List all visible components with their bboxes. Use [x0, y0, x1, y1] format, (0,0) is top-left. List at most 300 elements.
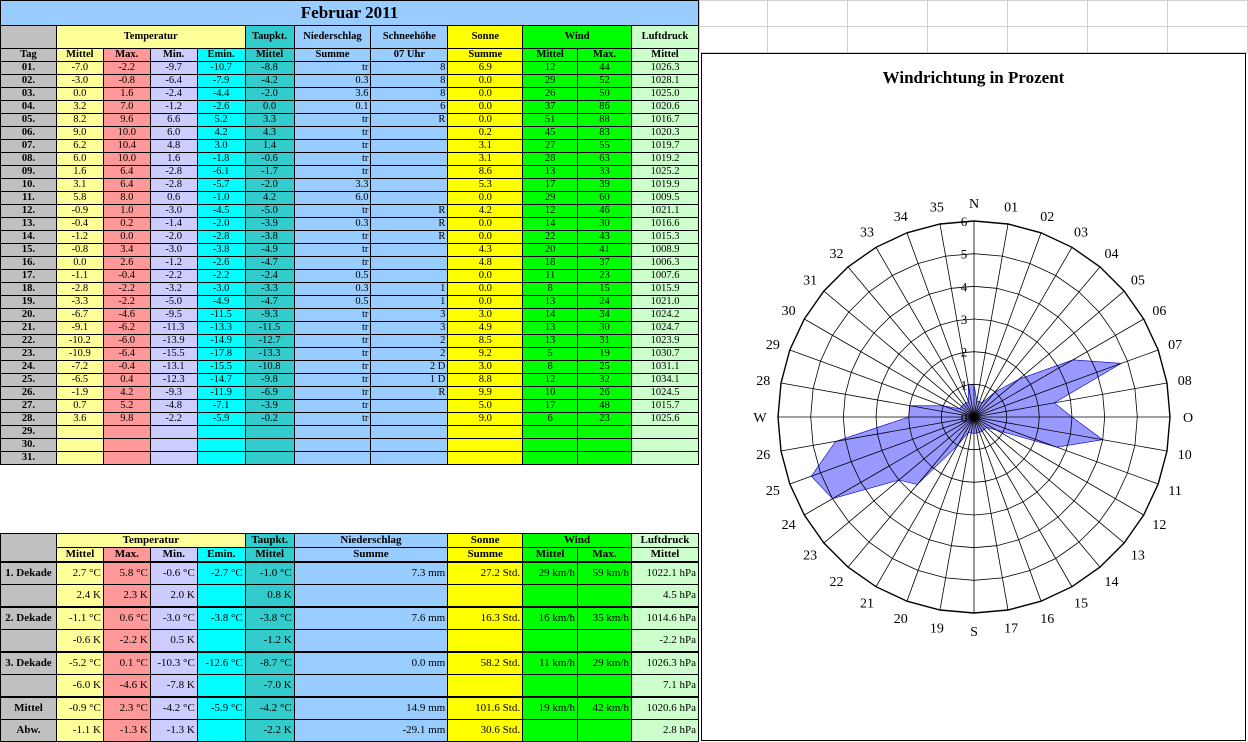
summary-cell[interactable]	[197, 585, 245, 608]
header-niederschlag[interactable]: Niederschlag	[294, 26, 371, 49]
summary-header-temperatur[interactable]: Temperatur	[56, 534, 245, 548]
table-cell[interactable]	[578, 452, 632, 465]
table-cell[interactable]: 1 D	[371, 374, 448, 387]
table-cell[interactable]	[245, 452, 294, 465]
table-cell[interactable]: 1019.2	[632, 153, 699, 166]
table-cell[interactable]: 6.4	[103, 166, 150, 179]
table-cell[interactable]: -2.4	[150, 88, 197, 101]
grid-cell[interactable]	[767, 0, 848, 27]
table-cell[interactable]: 4.8	[448, 257, 523, 270]
table-cell[interactable]: 0.4	[103, 374, 150, 387]
table-cell[interactable]: -7.1	[197, 400, 245, 413]
summary-sub-summe[interactable]: Summe	[294, 548, 448, 563]
table-cell[interactable]: R	[371, 205, 448, 218]
summary-header-niederschlag[interactable]: Niederschlag	[294, 534, 448, 548]
summary-sub-mittel[interactable]: Mittel	[56, 548, 103, 563]
table-cell[interactable]: -2.8	[150, 179, 197, 192]
day-label[interactable]: 08.	[1, 153, 57, 166]
table-cell[interactable]: R	[371, 387, 448, 400]
table-cell[interactable]: -13.9	[150, 335, 197, 348]
summary-cell[interactable]: -3.0 °C	[150, 607, 197, 630]
table-cell[interactable]	[371, 452, 448, 465]
table-cell[interactable]: -2.0	[197, 218, 245, 231]
table-cell[interactable]: -6.2	[103, 322, 150, 335]
table-cell[interactable]: -3.3	[245, 283, 294, 296]
table-cell[interactable]: 32	[578, 374, 632, 387]
table-cell[interactable]: -2.2	[197, 270, 245, 283]
day-label[interactable]: 25.	[1, 374, 57, 387]
table-cell[interactable]	[632, 452, 699, 465]
table-cell[interactable]: 0.0	[448, 88, 523, 101]
summary-cell[interactable]	[448, 675, 523, 698]
summary-cell[interactable]: 2.3 °C	[103, 697, 150, 720]
summary-label[interactable]	[1, 630, 57, 653]
table-cell[interactable]: 29	[523, 75, 578, 88]
subheader-summe[interactable]: Summe	[294, 49, 371, 62]
table-cell[interactable]: -3.9	[245, 218, 294, 231]
table-cell[interactable]: -3.0	[56, 75, 103, 88]
table-cell[interactable]: 9.6	[103, 114, 150, 127]
table-cell[interactable]: 3	[371, 309, 448, 322]
table-cell[interactable]	[150, 426, 197, 439]
table-cell[interactable]: 5.3	[448, 179, 523, 192]
day-label[interactable]: 16.	[1, 257, 57, 270]
table-cell[interactable]: 5.2	[197, 114, 245, 127]
summary-cell[interactable]: 58.2 Std.	[448, 652, 523, 675]
table-cell[interactable]: 1.6	[150, 153, 197, 166]
table-cell[interactable]: 26	[578, 387, 632, 400]
table-cell[interactable]: 14	[523, 218, 578, 231]
table-cell[interactable]: 20	[523, 244, 578, 257]
table-cell[interactable]: -4.6	[103, 309, 150, 322]
table-cell[interactable]: -3.8	[245, 231, 294, 244]
table-cell[interactable]: -13.3	[245, 348, 294, 361]
table-cell[interactable]: -4.8	[150, 400, 197, 413]
table-cell[interactable]: 26	[523, 88, 578, 101]
table-cell[interactable]	[578, 426, 632, 439]
table-cell[interactable]: -7.2	[56, 361, 103, 374]
summary-cell[interactable]: 59 km/h	[578, 562, 632, 585]
table-cell[interactable]: 33	[578, 166, 632, 179]
table-cell[interactable]: 10.0	[103, 153, 150, 166]
day-label[interactable]: 03.	[1, 88, 57, 101]
summary-cell[interactable]: 7.3 mm	[294, 562, 448, 585]
summary-cell[interactable]	[523, 675, 578, 698]
table-cell[interactable]: 1021.0	[632, 296, 699, 309]
header-sonne[interactable]: Sonne	[448, 26, 523, 49]
summary-label[interactable]: Abw.	[1, 720, 57, 742]
summary-cell[interactable]: -7.0 K	[245, 675, 294, 698]
table-cell[interactable]: -2.2	[103, 296, 150, 309]
table-cell[interactable]: 8.5	[448, 335, 523, 348]
summary-cell[interactable]	[294, 675, 448, 698]
table-cell[interactable]: 13	[523, 166, 578, 179]
table-cell[interactable]: 0.5	[294, 270, 371, 283]
table-cell[interactable]: 1024.2	[632, 309, 699, 322]
table-cell[interactable]: 1016.7	[632, 114, 699, 127]
table-cell[interactable]	[150, 439, 197, 452]
table-cell[interactable]: 0.0	[448, 101, 523, 114]
table-cell[interactable]: -4.5	[197, 205, 245, 218]
summary-cell[interactable]	[197, 630, 245, 653]
summary-cell[interactable]	[448, 630, 523, 653]
grid-cell[interactable]	[1167, 0, 1248, 27]
summary-cell[interactable]: -3.8 °C	[245, 607, 294, 630]
table-cell[interactable]: -3.0	[150, 205, 197, 218]
table-title[interactable]: Februar 2011	[1, 1, 699, 26]
table-cell[interactable]: 0.0	[448, 75, 523, 88]
day-label[interactable]: 05.	[1, 114, 57, 127]
table-cell[interactable]: 13	[523, 296, 578, 309]
table-cell[interactable]: 0.0	[448, 270, 523, 283]
table-cell[interactable]: 8	[371, 62, 448, 75]
table-cell[interactable]: -0.9	[56, 205, 103, 218]
table-cell[interactable]: tr	[294, 257, 371, 270]
summary-cell[interactable]	[294, 585, 448, 608]
table-cell[interactable]: -2.0	[245, 179, 294, 192]
table-cell[interactable]: 3.3	[294, 179, 371, 192]
table-cell[interactable]: tr	[294, 348, 371, 361]
table-cell[interactable]: -4.2	[245, 75, 294, 88]
table-cell[interactable]: -4.7	[245, 296, 294, 309]
table-cell[interactable]: -5.0	[150, 296, 197, 309]
table-cell[interactable]	[371, 244, 448, 257]
table-cell[interactable]: tr	[294, 374, 371, 387]
table-cell[interactable]	[632, 439, 699, 452]
table-cell[interactable]: -1.2	[56, 231, 103, 244]
table-cell[interactable]: 3.6	[294, 88, 371, 101]
summary-header-blank[interactable]	[1, 534, 57, 563]
table-cell[interactable]: 1.4	[245, 140, 294, 153]
table-cell[interactable]: 0.3	[294, 218, 371, 231]
table-cell[interactable]: 1021.1	[632, 205, 699, 218]
table-cell[interactable]: 1.6	[103, 88, 150, 101]
table-cell[interactable]: 17	[523, 400, 578, 413]
table-cell[interactable]	[371, 153, 448, 166]
day-label[interactable]: 17.	[1, 270, 57, 283]
table-cell[interactable]	[371, 426, 448, 439]
grid-cell[interactable]	[927, 0, 1008, 27]
table-cell[interactable]: 1019.7	[632, 140, 699, 153]
table-cell[interactable]: 3.0	[448, 309, 523, 322]
table-cell[interactable]: 1020.3	[632, 127, 699, 140]
table-cell[interactable]: 10.0	[103, 127, 150, 140]
table-cell[interactable]: 18	[523, 257, 578, 270]
summary-cell[interactable]: -8.7 °C	[245, 652, 294, 675]
table-cell[interactable]: -10.2	[56, 335, 103, 348]
table-cell[interactable]: 9.0	[56, 127, 103, 140]
table-cell[interactable]: 12	[523, 374, 578, 387]
summary-cell[interactable]: 29 km/h	[578, 652, 632, 675]
header-temperatur[interactable]: Temperatur	[56, 26, 245, 49]
summary-cell[interactable]	[523, 630, 578, 653]
table-cell[interactable]: -7.0	[56, 62, 103, 75]
table-cell[interactable]: tr	[294, 205, 371, 218]
table-cell[interactable]: 1.6	[56, 166, 103, 179]
table-cell[interactable]	[523, 452, 578, 465]
day-label[interactable]: 02.	[1, 75, 57, 88]
table-cell[interactable]: 3	[371, 322, 448, 335]
table-cell[interactable]: 44	[578, 62, 632, 75]
table-cell[interactable]: -3.0	[150, 244, 197, 257]
table-cell[interactable]: 0.7	[56, 400, 103, 413]
day-label[interactable]: 10.	[1, 179, 57, 192]
header-schneehoehe[interactable]: Schneehöhe	[371, 26, 448, 49]
summary-cell[interactable]: 4.5 hPa	[631, 585, 698, 608]
summary-sub-wind-mittel[interactable]: Mittel	[523, 548, 578, 563]
grid-cell[interactable]	[699, 0, 768, 27]
table-cell[interactable]: 46	[578, 205, 632, 218]
table-cell[interactable]	[371, 166, 448, 179]
summary-cell[interactable]	[197, 675, 245, 698]
table-cell[interactable]	[197, 452, 245, 465]
table-cell[interactable]	[523, 439, 578, 452]
header-blank[interactable]	[1, 26, 57, 49]
table-cell[interactable]: 6.9	[448, 62, 523, 75]
summary-cell[interactable]: -3.8 °C	[197, 607, 245, 630]
table-cell[interactable]: -2.4	[245, 270, 294, 283]
summary-sub-sonne-summe[interactable]: Summe	[448, 548, 523, 563]
table-cell[interactable]	[56, 426, 103, 439]
table-cell[interactable]: 39	[578, 179, 632, 192]
table-cell[interactable]: 1009.5	[632, 192, 699, 205]
day-label[interactable]: 09.	[1, 166, 57, 179]
table-cell[interactable]: 8.0	[103, 192, 150, 205]
summary-cell[interactable]: -5.9 °C	[197, 697, 245, 720]
table-cell[interactable]: 0.0	[56, 257, 103, 270]
subheader-luft_mittel[interactable]: Mittel	[632, 49, 699, 62]
table-cell[interactable]: -13.3	[197, 322, 245, 335]
table-cell[interactable]	[371, 400, 448, 413]
summary-cell[interactable]: 14.9 mm	[294, 697, 448, 720]
table-cell[interactable]: -1.7	[245, 166, 294, 179]
summary-cell[interactable]: 1014.6 hPa	[631, 607, 698, 630]
table-cell[interactable]: 25	[578, 361, 632, 374]
table-cell[interactable]: 1	[371, 283, 448, 296]
summary-cell[interactable]	[294, 630, 448, 653]
table-cell[interactable]: 52	[578, 75, 632, 88]
table-cell[interactable]: -8.8	[245, 62, 294, 75]
table-cell[interactable]: tr	[294, 335, 371, 348]
table-cell[interactable]: -6.7	[56, 309, 103, 322]
table-cell[interactable]: 9.9	[448, 387, 523, 400]
table-cell[interactable]: tr	[294, 231, 371, 244]
table-cell[interactable]: 2	[371, 335, 448, 348]
summary-cell[interactable]: 0.8 K	[245, 585, 294, 608]
day-label[interactable]: 30.	[1, 439, 57, 452]
table-cell[interactable]: 13	[523, 322, 578, 335]
summary-cell[interactable]: 2.0 K	[150, 585, 197, 608]
table-cell[interactable]: 4.3	[448, 244, 523, 257]
table-cell[interactable]: 8	[523, 361, 578, 374]
table-cell[interactable]	[294, 452, 371, 465]
table-cell[interactable]: 1007.6	[632, 270, 699, 283]
table-cell[interactable]: tr	[294, 322, 371, 335]
summary-cell[interactable]: 27.2 Std.	[448, 562, 523, 585]
table-cell[interactable]: -4.9	[197, 296, 245, 309]
table-cell[interactable]: -0.8	[103, 75, 150, 88]
table-cell[interactable]: 23	[578, 413, 632, 426]
summary-sub-wind-max[interactable]: Max.	[578, 548, 632, 563]
summary-cell[interactable]: -29.1 mm	[294, 720, 448, 742]
grid-cell[interactable]	[847, 26, 928, 53]
header-wind[interactable]: Wind	[523, 26, 632, 49]
table-cell[interactable]	[56, 452, 103, 465]
day-label[interactable]: 01.	[1, 62, 57, 75]
summary-cell[interactable]	[523, 585, 578, 608]
summary-cell[interactable]: 29 km/h	[523, 562, 578, 585]
table-cell[interactable]: 30	[578, 322, 632, 335]
table-cell[interactable]: -11.3	[150, 322, 197, 335]
table-cell[interactable]: -2.2	[150, 413, 197, 426]
table-cell[interactable]	[103, 439, 150, 452]
summary-cell[interactable]: -1.3 K	[150, 720, 197, 742]
table-cell[interactable]: 0.0	[448, 192, 523, 205]
table-cell[interactable]: 0.0	[245, 101, 294, 114]
table-cell[interactable]: 0.0	[448, 218, 523, 231]
header-taupkt[interactable]: Taupkt.	[245, 26, 294, 49]
subheader-mittel[interactable]: Mittel	[523, 49, 578, 62]
table-cell[interactable]: 48	[578, 400, 632, 413]
summary-cell[interactable]: -2.7 °C	[197, 562, 245, 585]
day-label[interactable]: 13.	[1, 218, 57, 231]
grid-cell[interactable]	[1007, 26, 1088, 53]
summary-cell[interactable]: -1.3 K	[103, 720, 150, 742]
table-cell[interactable]: 6	[371, 101, 448, 114]
table-cell[interactable]: -9.8	[245, 374, 294, 387]
table-cell[interactable]: 29	[523, 192, 578, 205]
summary-cell[interactable]	[578, 585, 632, 608]
table-cell[interactable]: 8.8	[448, 374, 523, 387]
table-cell[interactable]: 6.4	[103, 179, 150, 192]
table-cell[interactable]: -1.2	[150, 101, 197, 114]
summary-cell[interactable]: -6.0 K	[56, 675, 103, 698]
table-cell[interactable]: tr	[294, 400, 371, 413]
day-label[interactable]: 27.	[1, 400, 57, 413]
table-cell[interactable]: 19	[578, 348, 632, 361]
table-cell[interactable]: 4.8	[150, 140, 197, 153]
summary-cell[interactable]: -0.9 °C	[56, 697, 103, 720]
table-cell[interactable]: -10.7	[197, 62, 245, 75]
summary-cell[interactable]: 2.4 K	[56, 585, 103, 608]
summary-label[interactable]: 3. Dekade	[1, 652, 57, 675]
table-cell[interactable]: -2.8	[56, 283, 103, 296]
table-cell[interactable]	[371, 140, 448, 153]
table-cell[interactable]: 4.2	[197, 127, 245, 140]
table-cell[interactable]: -2.8	[150, 166, 197, 179]
summary-cell[interactable]	[523, 720, 578, 742]
day-label[interactable]: 31.	[1, 452, 57, 465]
table-cell[interactable]	[371, 127, 448, 140]
table-cell[interactable]: tr	[294, 244, 371, 257]
table-cell[interactable]: -3.8	[197, 244, 245, 257]
summary-cell[interactable]: 19 km/h	[523, 697, 578, 720]
table-cell[interactable]: -2.2	[150, 270, 197, 283]
table-cell[interactable]: 0.5	[294, 296, 371, 309]
table-cell[interactable]: -15.5	[197, 361, 245, 374]
table-cell[interactable]: -5.0	[245, 205, 294, 218]
table-cell[interactable]: -6.4	[150, 75, 197, 88]
table-cell[interactable]: 8	[371, 75, 448, 88]
table-cell[interactable]: 1.0	[103, 205, 150, 218]
table-cell[interactable]: -7.9	[197, 75, 245, 88]
table-cell[interactable]: 43	[578, 231, 632, 244]
table-cell[interactable]: -2.6	[197, 257, 245, 270]
table-cell[interactable]: 6.0	[56, 153, 103, 166]
table-cell[interactable]: 0.0	[448, 296, 523, 309]
table-cell[interactable]: 4.2	[448, 205, 523, 218]
table-cell[interactable]	[448, 439, 523, 452]
table-cell[interactable]: 9.0	[448, 413, 523, 426]
summary-cell[interactable]: -1.2 K	[245, 630, 294, 653]
table-cell[interactable]	[371, 257, 448, 270]
table-cell[interactable]: 88	[578, 114, 632, 127]
grid-cell[interactable]	[699, 26, 768, 53]
summary-header-sonne[interactable]: Sonne	[448, 534, 523, 548]
table-cell[interactable]: 8	[523, 283, 578, 296]
summary-cell[interactable]	[578, 630, 632, 653]
table-cell[interactable]: 55	[578, 140, 632, 153]
summary-header-taupkt[interactable]: Taupkt.	[245, 534, 294, 548]
table-cell[interactable]: 1028.1	[632, 75, 699, 88]
table-cell[interactable]: 4.9	[448, 322, 523, 335]
table-cell[interactable]: tr	[294, 166, 371, 179]
table-cell[interactable]: 8.6	[448, 166, 523, 179]
table-cell[interactable]: 3.1	[448, 140, 523, 153]
table-cell[interactable]: -11.9	[197, 387, 245, 400]
table-cell[interactable]: 1025.6	[632, 413, 699, 426]
table-cell[interactable]: -12.7	[245, 335, 294, 348]
table-cell[interactable]: 34	[578, 309, 632, 322]
summary-cell[interactable]: -0.6 °C	[150, 562, 197, 585]
summary-label[interactable]	[1, 675, 57, 698]
day-label[interactable]: 22.	[1, 335, 57, 348]
table-cell[interactable]: -1.0	[197, 192, 245, 205]
day-label[interactable]: 15.	[1, 244, 57, 257]
table-cell[interactable]: 5.8	[56, 192, 103, 205]
table-cell[interactable]: 9.2	[448, 348, 523, 361]
table-cell[interactable]: 6.6	[150, 114, 197, 127]
table-cell[interactable]: -2.2	[103, 283, 150, 296]
table-cell[interactable]: 0.6	[150, 192, 197, 205]
table-cell[interactable]: 1024.5	[632, 387, 699, 400]
table-cell[interactable]: R	[371, 231, 448, 244]
subheader-uhr[interactable]: 07 Uhr	[371, 49, 448, 62]
summary-cell[interactable]	[578, 720, 632, 742]
table-cell[interactable]: 5.0	[448, 400, 523, 413]
table-cell[interactable]: 7.0	[103, 101, 150, 114]
table-cell[interactable]: 12	[523, 205, 578, 218]
table-cell[interactable]: -1.2	[150, 257, 197, 270]
table-cell[interactable]: 1020.6	[632, 101, 699, 114]
table-cell[interactable]: -1.9	[56, 387, 103, 400]
table-cell[interactable]: -10.8	[245, 361, 294, 374]
table-cell[interactable]: -2.0	[150, 231, 197, 244]
table-cell[interactable]: 1008.9	[632, 244, 699, 257]
table-cell[interactable]	[150, 452, 197, 465]
summary-cell[interactable]: 2.7 °C	[56, 562, 103, 585]
table-cell[interactable]: 8.2	[56, 114, 103, 127]
grid-cell[interactable]	[927, 26, 1008, 53]
grid-cell[interactable]	[1087, 0, 1168, 27]
table-cell[interactable]: -0.4	[103, 361, 150, 374]
subheader-emin[interactable]: Emin.	[197, 49, 245, 62]
subheader-tag[interactable]: Tag	[1, 49, 57, 62]
table-cell[interactable]: -1.4	[150, 218, 197, 231]
table-cell[interactable]: tr	[294, 413, 371, 426]
table-cell[interactable]: 1019.9	[632, 179, 699, 192]
summary-cell[interactable]: 11 km/h	[523, 652, 578, 675]
